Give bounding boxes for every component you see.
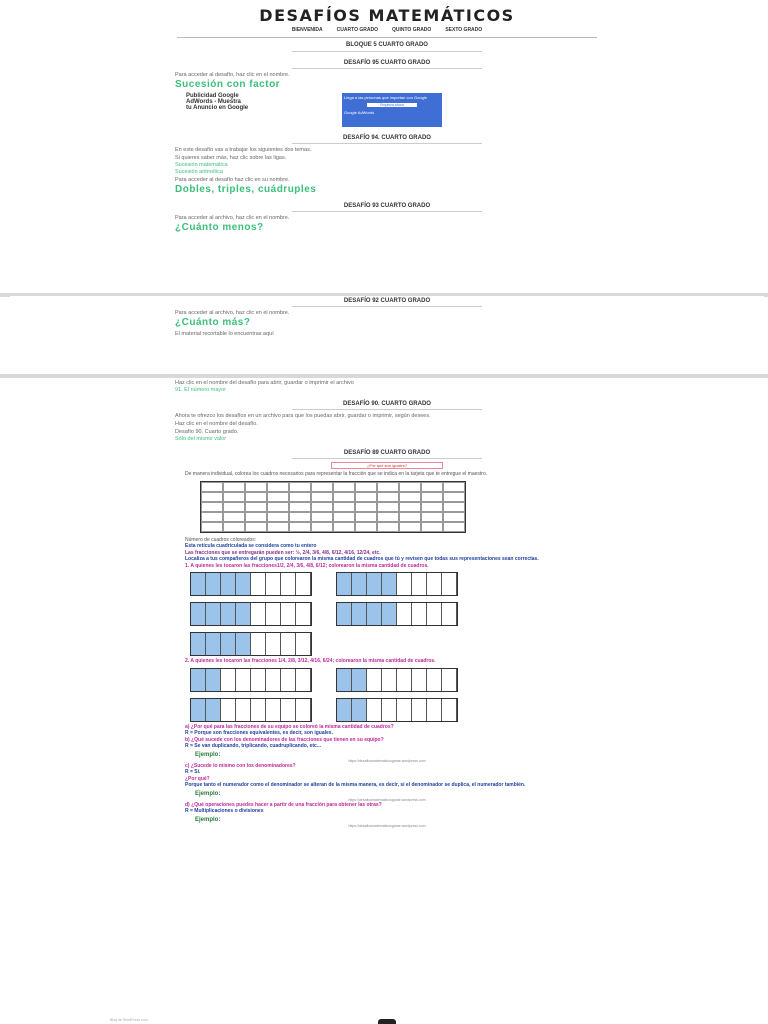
panel-cell	[191, 603, 206, 625]
grid-cell	[377, 492, 399, 502]
post-title[interactable]: DESAFÍO 90. CUARTO GRADO	[343, 401, 431, 407]
source-url[interactable]: https://desafiosmatematicosgarae.wordpress.com	[348, 823, 426, 828]
ad-banner-text: Llega a las personas que importan con Google	[344, 95, 427, 100]
panel-cell	[206, 669, 221, 691]
panel-cell	[236, 699, 251, 721]
panel-cell	[352, 573, 367, 595]
grid-cell	[421, 502, 443, 512]
divider	[292, 211, 482, 212]
challenge-link[interactable]: Dobles, triples, cuádruples	[175, 184, 317, 195]
question-text: d) ¿Qué operaciones puedes hacer a partir de una fracción para obtener las otras?	[185, 801, 382, 808]
panel-cell	[266, 699, 281, 721]
grid-cell	[201, 502, 223, 512]
ad-line: Publicidad Google	[186, 93, 239, 99]
nav-item-sexto[interactable]: SEXTO GRADO	[445, 27, 483, 33]
grid-cell	[443, 482, 465, 492]
grid-cell	[311, 482, 333, 492]
challenge-link[interactable]: ¿Cuánto más?	[175, 317, 251, 328]
grid-cell	[201, 482, 223, 492]
ad-text[interactable]	[186, 93, 336, 127]
panel-cell	[251, 603, 266, 625]
panel-cell	[251, 699, 266, 721]
panel-cell	[296, 669, 311, 691]
panel-cell	[337, 669, 352, 691]
fraction-panel	[190, 572, 312, 596]
fraction-panel	[190, 632, 312, 656]
site-title[interactable]: DESAFÍOS MATEMÁTICOS	[259, 6, 515, 25]
grid-cell	[333, 482, 355, 492]
ad-brand: Google AdWords	[344, 110, 375, 115]
panel-cell	[191, 699, 206, 721]
topic-link[interactable]: Sucesión aritmética	[175, 169, 223, 175]
main-nav	[10, 27, 764, 33]
fraction-panel	[336, 668, 458, 692]
panel-cell	[236, 603, 251, 625]
grid-cell	[333, 512, 355, 522]
post-intro: Si quieres saber más, haz clic sobre las ligas.	[175, 155, 287, 161]
divider	[292, 306, 482, 307]
grid-cell	[267, 492, 289, 502]
answer-text: R = Sí.	[185, 769, 201, 775]
panel-cell	[221, 633, 236, 655]
post-intro: Para acceder al archivo, haz clic en el nombre.	[175, 215, 290, 221]
grid-cell	[443, 512, 465, 522]
panel-cell	[397, 603, 412, 625]
challenge-link[interactable]: 91. El número mayor	[175, 387, 227, 393]
grid-cell	[267, 512, 289, 522]
grid-cell	[377, 502, 399, 512]
grid-cell	[311, 502, 333, 512]
post-intro: Para acceder al desafío, haz clic en el nombre.	[175, 72, 290, 78]
challenge-link[interactable]: ¿Cuánto menos?	[175, 222, 264, 233]
ad-line: tu Anuncio en Google	[186, 105, 249, 111]
panel-cell	[412, 699, 427, 721]
panel-cell	[281, 699, 296, 721]
panel-cell	[427, 603, 442, 625]
panel-cell	[367, 603, 382, 625]
fraction-panels	[190, 572, 590, 656]
nav-item-quinto[interactable]: QUINTO GRADO	[391, 27, 432, 33]
panel-cell	[397, 699, 412, 721]
panel-cell	[296, 603, 311, 625]
divider	[292, 409, 482, 410]
divider	[292, 143, 482, 144]
panel-cell	[427, 573, 442, 595]
panel-cell	[382, 669, 397, 691]
panel-cell	[206, 603, 221, 625]
footer-credit[interactable]: Blog de WordPress.com	[110, 1018, 148, 1022]
panel-cell	[266, 669, 281, 691]
example-label: Ejemplo:	[195, 816, 221, 823]
panel-cell	[236, 633, 251, 655]
grid-cell	[399, 502, 421, 512]
divider	[292, 458, 482, 459]
grid-cell	[289, 502, 311, 512]
blank-grid	[200, 481, 466, 533]
ad-banner[interactable]	[342, 93, 442, 127]
ad-button[interactable]: Empieza ahora	[367, 103, 417, 107]
grid-cell	[223, 492, 245, 502]
panel-cell	[352, 603, 367, 625]
panel-cell	[281, 633, 296, 655]
example-label: Ejemplo:	[195, 790, 221, 797]
panel-cell	[266, 603, 281, 625]
fraction-panel	[190, 602, 312, 626]
grid-cell	[355, 502, 377, 512]
post-intro: Para acceder al desafío haz clic en su nombre.	[175, 177, 290, 183]
grid-caption: Número de cuadros coloreados:	[185, 537, 257, 543]
grid-cell	[333, 502, 355, 512]
grid-cell	[443, 492, 465, 502]
panel-cell	[281, 573, 296, 595]
post-title[interactable]: DESAFÍO 95 CUARTO GRADO	[343, 60, 431, 66]
fraction-panels	[190, 668, 590, 722]
grid-cell	[223, 522, 245, 532]
grid-cell	[223, 482, 245, 492]
panel-cell	[367, 699, 382, 721]
question-text: 1. A quienes les tocaron las fracciones1/2, 2/4, 3/6, 4/8, 6/12; colorearon la misma cantidad de cuadros.	[185, 562, 429, 569]
panel-cell	[367, 573, 382, 595]
panel-cell	[412, 603, 427, 625]
example-label: Ejemplo:	[195, 751, 221, 758]
panel-cell	[296, 699, 311, 721]
grid-cell	[245, 482, 267, 492]
grid-cell	[333, 522, 355, 532]
warning-box: ¿Por qué son iguales?	[331, 462, 443, 469]
answer-text: R = Se van duplicando, triplicando, cuadruplicando, etc...	[185, 743, 321, 749]
grid-cell	[201, 492, 223, 502]
panel-cell	[397, 573, 412, 595]
panel-cell	[281, 669, 296, 691]
divider	[292, 68, 482, 69]
grid-cell	[245, 522, 267, 532]
panel-cell	[367, 669, 382, 691]
panel-cell	[221, 603, 236, 625]
block-title: BLOQUE 5 CUARTO GRADO	[346, 42, 428, 48]
panel-cell	[382, 573, 397, 595]
panel-cell	[251, 633, 266, 655]
post-intro: Desafío 90. Cuarto grado.	[175, 429, 239, 435]
answer-text: R = Multiplicaciones o divisiones	[185, 808, 264, 814]
grid-cell	[355, 492, 377, 502]
question-text: a) ¿Por qué para las fracciones de su equipo se coloreó la misma cantidad de cuadros?	[185, 723, 394, 730]
panel-cell	[412, 573, 427, 595]
panel-cell	[206, 633, 221, 655]
grid-cell	[311, 512, 333, 522]
panel-cell	[221, 669, 236, 691]
post-title[interactable]: DESAFÍO 93 CUARTO GRADO	[343, 203, 431, 209]
question-text: c) ¿Sucede lo mismo con los denominadores?	[185, 762, 296, 769]
scroll-up-tab[interactable]	[378, 1019, 396, 1024]
fraction-panel	[336, 602, 458, 626]
grid-cell	[377, 522, 399, 532]
grid-cell	[399, 492, 421, 502]
post-title[interactable]: DESAFÍO 92 CUARTO GRADO	[343, 298, 431, 304]
panel-cell	[221, 699, 236, 721]
question-text: ¿Por qué?	[185, 775, 210, 782]
source-url[interactable]: https://desafiosmatematicosgarae.wordpress.com	[348, 797, 426, 802]
panel-cell	[442, 573, 457, 595]
material-note[interactable]: El material recortable lo encuentras aquí	[175, 331, 274, 337]
panel-cell	[397, 669, 412, 691]
post-intro: Haz clic en el nombre del desafío.	[175, 421, 258, 427]
grid-cell	[421, 522, 443, 532]
question-text: Esta retícula cuadriculada se considera como tu entero	[185, 543, 317, 549]
grid-cell	[223, 512, 245, 522]
challenge-link[interactable]: Sucesión con factor	[175, 79, 281, 90]
panel-cell	[206, 573, 221, 595]
question-text: 2. A quienes les tocaron las fracciones 1/4, 2/8, 3/12, 4/16, 6/24; colorearon la misma cantidad de cuadros.	[185, 658, 436, 664]
panel-cell	[251, 573, 266, 595]
panel-cell	[266, 573, 281, 595]
source-url[interactable]: https://desafiosmatematicosgarae.wordpress.com	[348, 758, 426, 763]
grid-cell	[245, 492, 267, 502]
panel-cell	[251, 669, 266, 691]
post-intro: Para acceder al archivo, haz clic en el nombre.	[175, 310, 290, 316]
grid-cell	[443, 502, 465, 512]
panel-cell	[442, 699, 457, 721]
fraction-panel	[336, 572, 458, 596]
grid-cell	[355, 522, 377, 532]
post-intro: En este desafío vas a trabajar los siguientes dos temas.	[175, 147, 312, 153]
ad-line: AdWords - Muestra	[186, 99, 241, 105]
grid-cell	[223, 502, 245, 512]
panel-cell	[442, 669, 457, 691]
panel-cell	[352, 699, 367, 721]
grid-cell	[311, 522, 333, 532]
panel-cell	[281, 603, 296, 625]
panel-cell	[337, 603, 352, 625]
fraction-panel	[190, 698, 312, 722]
grid-cell	[421, 492, 443, 502]
grid-cell	[399, 522, 421, 532]
panel-cell	[191, 669, 206, 691]
panel-cell	[206, 699, 221, 721]
grid-cell	[201, 512, 223, 522]
grid-cell	[377, 482, 399, 492]
panel-cell	[412, 669, 427, 691]
divider	[292, 51, 482, 52]
grid-cell	[355, 512, 377, 522]
post-intro: Haz clic en el nombre del desafío para abrir, guardar o imprimir el archivo	[175, 380, 354, 386]
panel-cell	[427, 669, 442, 691]
post-title[interactable]: DESAFÍO 94. CUARTO GRADO	[343, 135, 431, 141]
topic-link[interactable]: Sucesión matemática	[175, 162, 228, 168]
grid-cell	[245, 512, 267, 522]
grid-cell	[421, 512, 443, 522]
challenge-link[interactable]: Sólo del mismo valor	[175, 436, 227, 442]
ad-block[interactable]	[186, 93, 764, 127]
panel-cell	[221, 573, 236, 595]
panel-cell	[427, 699, 442, 721]
grid-cell	[399, 482, 421, 492]
panel-cell	[236, 573, 251, 595]
grid-cell	[267, 522, 289, 532]
grid-cell	[421, 482, 443, 492]
fraction-panel	[336, 698, 458, 722]
panel-cell	[191, 633, 206, 655]
grid-cell	[267, 482, 289, 492]
panel-cell	[382, 699, 397, 721]
grid-cell	[267, 502, 289, 512]
grid-cell	[289, 492, 311, 502]
panel-cell	[442, 603, 457, 625]
nav-item-cuarto[interactable]: CUARTO GRADO	[336, 27, 378, 33]
post-title[interactable]: DESAFÍO 89 CUARTO GRADO	[343, 450, 431, 456]
panel-cell	[337, 699, 352, 721]
answer-text: Porque tanto el numerador como el denominador se alteran de la misma manera, es decir, si el denominador se duplica, el numerador también.	[185, 782, 526, 788]
divider	[177, 37, 597, 38]
page-3	[10, 378, 764, 1024]
panel-cell	[382, 603, 397, 625]
grid-cell	[311, 492, 333, 502]
panel-cell	[266, 633, 281, 655]
grid-cell	[399, 512, 421, 522]
instructions: De manera individual, colorea los cuadros necesarios para representar la fracción que se indica en la tarjeta que te entregue el maestro.	[185, 471, 488, 477]
panel-cell	[236, 669, 251, 691]
grid-cell	[333, 492, 355, 502]
question-text: b) ¿Qué sucede con los denominadores de las fracciones que tienen en su equipo?	[185, 736, 384, 743]
grid-cell	[355, 482, 377, 492]
nav-item-bienvenida[interactable]: BIENVENIDA	[291, 27, 323, 33]
panel-cell	[296, 573, 311, 595]
grid-cell	[289, 512, 311, 522]
answer-text: R = Porque son fracciones equivalentes, es decir, son iguales.	[185, 730, 333, 736]
panel-cell	[352, 669, 367, 691]
question-text: Localiza a tus compañeros del grupo que colorearon la misma cantidad de cuadros que tú y revisen que todas sus representaciones sean correctas.	[185, 556, 539, 562]
question-text: Las fracciones que se entregarán pueden ser: ½, 2/4, 3/6, 4/8, 6/12, 4/16, 12/24, etc.	[185, 549, 381, 556]
grid-cell	[201, 522, 223, 532]
post-intro: Ahora te ofrezco los desafíos en un archivo para que los puedas abrir, guardar o imprimir, según desees.	[175, 413, 431, 419]
grid-cell	[443, 522, 465, 532]
panel-cell	[296, 633, 311, 655]
grid-cell	[289, 482, 311, 492]
page-2	[10, 296, 764, 374]
panel-cell	[191, 573, 206, 595]
grid-cell	[289, 522, 311, 532]
page-1	[10, 0, 764, 293]
grid-cell	[377, 512, 399, 522]
panel-cell	[337, 573, 352, 595]
grid-cell	[245, 502, 267, 512]
fraction-panel	[190, 668, 312, 692]
